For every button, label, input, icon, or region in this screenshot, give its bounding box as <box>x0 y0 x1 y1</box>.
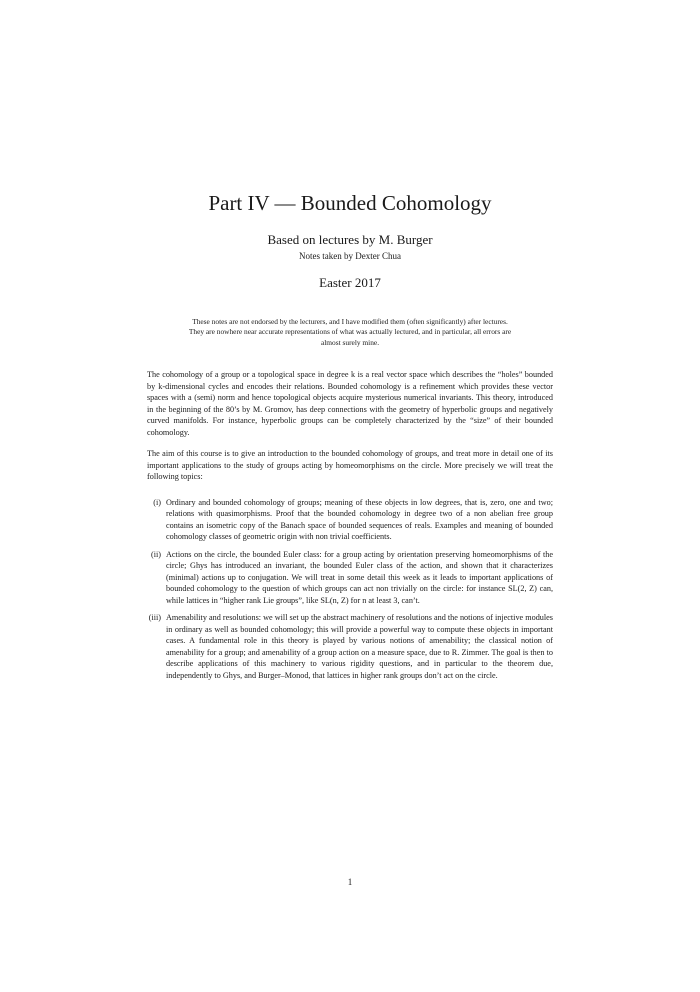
topic-list <box>147 497 553 682</box>
term-date: Easter 2017 <box>319 275 381 290</box>
topic-item <box>147 497 553 543</box>
topic-text: Ordinary and bounded cohomology of groups; meaning of these objects in low degrees, that is, zero, one and two; relations with quasimorphisms. Proof that the bounded cohomology in degree two of a non abelian free group contains an isometric copy of the Banach space of bounded sequences of reals. Examples and meaning of bounded cohomology classes of geometric origin with non trivial coefficients. <box>166 497 553 541</box>
notes-credit: Notes taken by Dexter Chua <box>299 251 401 261</box>
aim-paragraph: The aim of this course is to give an introduction to the bounded cohomology of groups, and treat more in detail one of its important applications to the study of groups acting by homeomorphisms on the circle. More precisely we will treat the following topics: <box>147 449 553 481</box>
topic-number: (iii) <box>148 613 161 622</box>
topic-text: Amenability and resolutions: we will set up the abstract machinery of resolutions and the notions of injective modules in ordinary as well as bounded cohomology; this will provide a powerful way to compute these objects in important cases. A fundamental role in this theory is played by various notions of amenability; the classical notion of amenability for a group; and amenability of a group action on a measure space, due to R. Zimmer. The goal is then to describe applications of this machinery to various rigidity questions, and in particular to the theorem due, independently to Ghys, and Burger–Monod, that lattices in higher rank groups don’t act on the circle. <box>166 613 553 680</box>
page-number: 1 <box>347 877 353 887</box>
document-body <box>147 369 553 687</box>
topic-text: Actions on the circle, the bounded Euler class: for a group acting by orientation preserving homeomorphisms of the circle; Ghys has introduced an invariant, the bounded Euler class of the action, and shown that it characterizes (minimal) actions up to conjugation. We will treat in some detail this week as it leads to important applications of bounded cohomology to the question of which groups can act non trivially on the circle: for instance SL(2, Z) can, while lattices in “higher rank Lie groups”, like SL(n, Z) for n at least 3, can’t. <box>166 549 553 605</box>
disclaimer-text: These notes are not endorsed by the lecturers, and I have modified them (often significantly) after lectures. They are nowhere near accurate representations of what was actually lectured, and in particular, all errors are almost surely mine. <box>188 317 512 347</box>
topic-number: (ii) <box>150 549 161 559</box>
topic-item <box>147 612 553 681</box>
author-line: Based on lectures by M. Burger <box>267 232 433 247</box>
topic-number: (i) <box>153 497 161 507</box>
document-title: Part IV — Bounded Cohomology <box>208 191 492 215</box>
topic-item <box>147 549 553 607</box>
intro-paragraph: The cohomology of a group or a topological space in degree k is a real vector space which describes the “holes” bounded by k-dimensional cycles and encodes their relations. Bounded cohomology is a refinement which provides these vector spaces with a (semi) norm and hence topological objects acquire mysterious numerical invariants. This theory, introduced in the beginning of the 80’s by M. Gromov, has deep connections with the geometry of hyperbolic groups and negatively curved manifolds. For instance, hyperbolic groups can be completely characterized by the “size” of their bounded cohomology. <box>147 370 553 437</box>
